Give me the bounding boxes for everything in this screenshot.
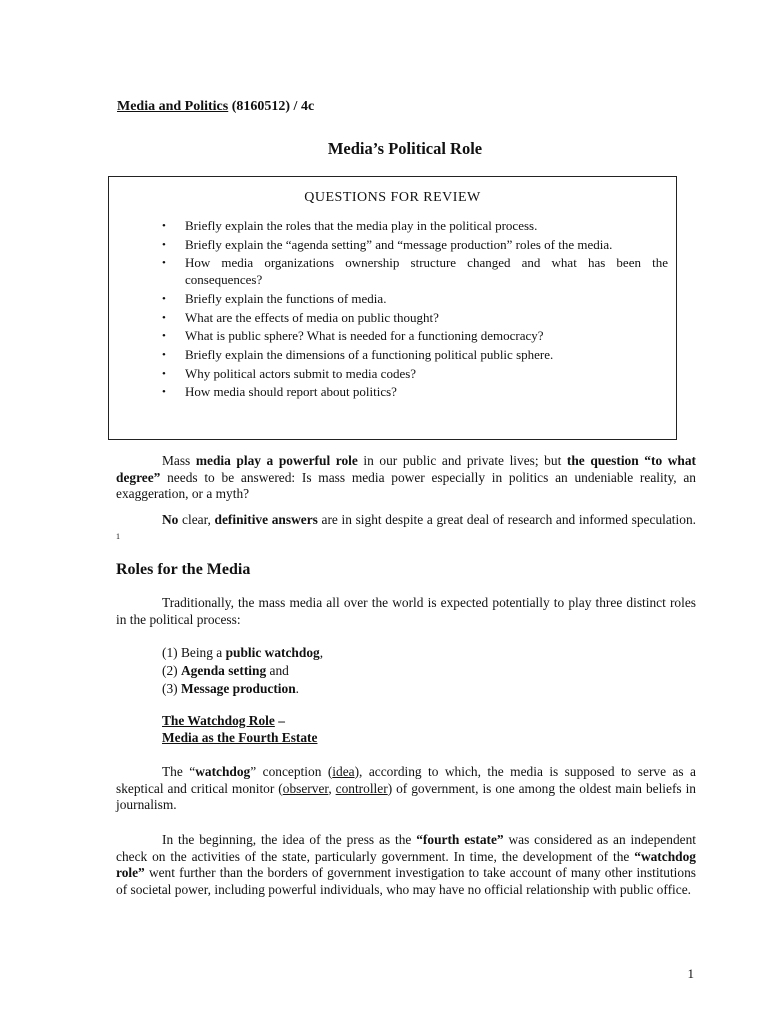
text-run: The “ xyxy=(162,764,196,779)
bullet-icon: • xyxy=(162,220,166,232)
review-question-item xyxy=(109,366,676,383)
text-run: ), according to which, the media is supposed to serve as a skeptical and critical monitor ( xyxy=(116,764,697,796)
bullet-icon: • xyxy=(162,292,166,305)
watchdog-paragraph-2 xyxy=(116,832,696,898)
text-run: , xyxy=(328,780,336,796)
emphasis: watchdog xyxy=(195,764,251,779)
course-name: Media and Politics xyxy=(117,99,229,114)
emphasis: “fourth estate” xyxy=(416,832,504,847)
review-question-item xyxy=(109,237,676,254)
review-question-list xyxy=(109,218,676,403)
text-run: and xyxy=(266,662,289,678)
text-run: Mass xyxy=(162,453,196,468)
review-question-text: Why political actors submit to media codes? xyxy=(185,365,417,381)
emphasis: No xyxy=(162,512,179,527)
text-run: ) of government, is one among the oldest main beliefs in journalism. xyxy=(116,780,696,812)
review-question-text: Briefly explain the roles that the media play in the political process. xyxy=(185,218,538,233)
subsection-heading-watchdog xyxy=(162,712,317,746)
roles-intro-paragraph: Traditionally, the mass media all over the world is expected potentially to play three distinct roles in the political process: xyxy=(116,595,696,627)
bullet-icon: • xyxy=(162,238,166,251)
emphasis: definitive answers xyxy=(214,512,318,527)
emphasis: media play a powerful role xyxy=(195,453,358,468)
page-title: Media’s Political Role xyxy=(327,139,483,158)
role-item-2 xyxy=(162,662,323,680)
text-run: In the beginning, the idea of the press as the xyxy=(162,832,417,847)
text-run: are in sight despite a great deal of research and informed speculation. xyxy=(317,512,696,527)
review-question-item xyxy=(109,384,676,401)
review-question-text: Briefly explain the dimensions of a functioning political public sphere. xyxy=(185,346,554,362)
subheading-line-2: Media as the Fourth Estate xyxy=(162,730,318,745)
text-run: needs to be answered: Is mass media power especially in politics an undeniable reality, an exaggeration, or a myth? xyxy=(116,469,696,501)
underlined-term: observer xyxy=(282,780,329,796)
review-question-text: How media should report about politics? xyxy=(185,384,397,400)
course-code: (8160512) / 4c xyxy=(231,99,315,114)
text-run: , xyxy=(319,645,324,660)
review-question-item xyxy=(109,255,676,289)
watchdog-paragraph-1 xyxy=(116,764,696,814)
bullet-icon: • xyxy=(162,311,166,324)
role-name: Message production xyxy=(180,680,296,696)
underlined-term: controller xyxy=(335,780,388,796)
review-question-text: How media organizations ownership structure changed and what has been the consequences? xyxy=(185,255,668,288)
text-run: ” conception ( xyxy=(250,764,333,779)
subheading-line-1: The Watchdog Role xyxy=(162,713,275,728)
roles-list xyxy=(162,644,323,697)
intro-paragraph-1 xyxy=(116,453,696,503)
role-name: Agenda setting xyxy=(180,662,267,678)
role-number: (2) xyxy=(162,662,181,678)
review-question-item xyxy=(109,218,676,235)
emphasis: “watchdog role” xyxy=(116,848,696,880)
review-questions-box xyxy=(108,176,677,440)
section-heading-roles: Roles for the Media xyxy=(116,561,251,578)
text-run: clear, xyxy=(178,512,215,527)
review-question-item xyxy=(109,291,676,308)
course-header xyxy=(117,99,314,115)
footnote-marker: 1 xyxy=(116,531,120,541)
bullet-icon: • xyxy=(162,348,166,361)
review-question-text: Briefly explain the “agenda setting” and “message production” roles of the media. xyxy=(185,236,613,252)
bullet-icon: • xyxy=(162,386,166,399)
review-question-item xyxy=(109,328,676,345)
role-number: (1) Being a xyxy=(162,645,226,660)
text-run: was considered as an independent check on the activities of the state, particularly government. In time, the development of the xyxy=(116,832,696,864)
text-run: . xyxy=(295,680,300,696)
review-question-text: What is public sphere? What is needed for a functioning democracy? xyxy=(185,328,544,344)
review-question-text: What are the effects of media on public thought? xyxy=(185,309,439,325)
underlined-term: idea xyxy=(332,764,355,779)
emphasis: the question “to what degree” xyxy=(116,453,696,485)
text-run: in our public and private lives; but xyxy=(357,453,567,468)
text-run: went further than the borders of government investigation to take account of many other institutions of societal power, including powerful individuals, who may have no official relationship with public office. xyxy=(116,865,696,897)
role-number: (3) xyxy=(162,680,181,696)
page-number: 1 xyxy=(687,966,694,981)
role-item-3 xyxy=(162,680,323,698)
review-box-heading: QUESTIONS FOR REVIEW xyxy=(304,190,481,205)
bullet-icon: • xyxy=(162,367,166,380)
bullet-icon: • xyxy=(162,257,166,270)
bullet-icon: • xyxy=(162,330,166,343)
intro-paragraph-2 xyxy=(116,512,696,548)
review-question-text: Briefly explain the functions of media. xyxy=(185,290,387,306)
review-question-item xyxy=(109,310,676,327)
review-question-item xyxy=(109,347,676,364)
role-item-1 xyxy=(162,644,323,662)
subheading-dash: – xyxy=(274,713,285,728)
role-name: public watchdog xyxy=(225,645,320,660)
